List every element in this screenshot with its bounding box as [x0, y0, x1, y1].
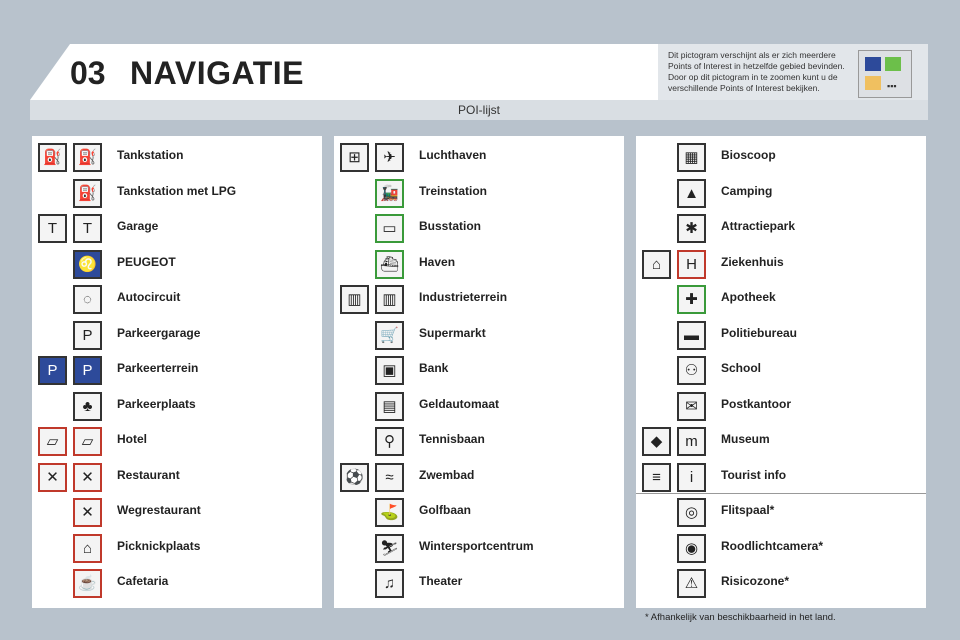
hospital-h-icon: H: [677, 250, 706, 279]
poi-list-item: [32, 140, 322, 176]
bus-icon: ▭: [375, 214, 404, 243]
section-subtitle: POI-lijst: [458, 103, 500, 117]
poi-label: Tennisbaan: [419, 432, 485, 446]
poi-label: Wintersportcentrum: [419, 538, 534, 553]
poi-list-item: [32, 495, 322, 531]
poi-list-item: [32, 247, 322, 283]
poi-list-item: [636, 531, 926, 567]
poi-list-item: [32, 424, 322, 460]
police-icon: ▬: [677, 321, 706, 350]
poi-label: Politiebureau: [721, 325, 798, 340]
skiing-icon: ⛷: [375, 534, 404, 563]
tent-icon: ▲: [677, 179, 706, 208]
poi-list-item: [636, 318, 926, 354]
info-rays-icon: ≡: [642, 463, 671, 492]
envelope-icon: ✉: [677, 392, 706, 421]
airplane-icon: ✈: [375, 143, 404, 172]
poi-label: Supermarkt: [419, 325, 486, 340]
shopping-cart-icon: 🛒: [375, 321, 404, 350]
film-reel-icon: ▦: [677, 143, 706, 172]
poi-list-item: [32, 531, 322, 567]
golf-icon: ⛳: [375, 498, 404, 527]
header-notch: [30, 44, 70, 100]
poi-list-item: [32, 176, 322, 212]
poi-list-item: [334, 389, 624, 425]
poi-label: Parkeergarage: [117, 325, 201, 340]
fuel-pump-icon: ⛽: [73, 143, 102, 172]
subtitle-bar: [30, 100, 928, 120]
poi-list-item: [334, 282, 624, 318]
poi-list-item: [32, 389, 322, 425]
parking-lot-icon: P: [38, 356, 67, 385]
poi-list-item: [334, 460, 624, 496]
bank-icon: ▣: [375, 356, 404, 385]
footnote: * Afhankelijk van beschikbaarheid in het land.: [645, 612, 836, 623]
poi-label: Wegrestaurant: [117, 503, 201, 517]
poi-label: Roodlichtcamera*: [721, 538, 824, 553]
hammer-icon: T: [73, 214, 102, 243]
hammer-icon: T: [38, 214, 67, 243]
poi-list-item: [32, 460, 322, 496]
bed-icon: ▱: [38, 427, 67, 456]
poi-label: Cafetaria: [117, 574, 169, 588]
atm-icon: ▤: [375, 392, 404, 421]
poi-list-item: [334, 424, 624, 460]
museum-m-icon: m: [677, 427, 706, 456]
poi-label: Parkeerterrein: [117, 361, 199, 375]
poi-label: Postkantoor: [721, 396, 792, 411]
poi-label: Parkeerplaats: [117, 396, 196, 411]
parking-garage-icon: P: [73, 321, 102, 350]
poi-label: Hotel: [117, 432, 147, 446]
poi-label: Bioscoop: [721, 148, 776, 162]
poi-list-item: [636, 247, 926, 283]
poi-list-item: [636, 495, 926, 531]
poi-list-item: [636, 140, 926, 176]
poi-list-item: [636, 282, 926, 318]
poi-label: Camping: [721, 183, 773, 198]
picnic-icon: ⌂: [73, 534, 102, 563]
poi-list-item: [334, 318, 624, 354]
poi-label: Flitspaal*: [721, 503, 775, 517]
roadside-restaurant-icon: ✕: [73, 498, 102, 527]
poi-label: Museum: [721, 432, 770, 446]
poi-label: Picknickplaats: [117, 538, 201, 553]
poi-list-item: [636, 353, 926, 389]
poi-list-item: [636, 176, 926, 212]
poi-label: Ziekenhuis: [721, 254, 784, 269]
poi-label: Garage: [117, 219, 159, 233]
tennis-icon: ⚲: [375, 427, 404, 456]
poi-list-item: [32, 282, 322, 318]
warning-triangle-icon: ⚠: [677, 569, 706, 598]
poi-list-item: [334, 247, 624, 283]
poi-list-item: [32, 211, 322, 247]
poi-list-item: [334, 211, 624, 247]
poi-list-item: [334, 353, 624, 389]
red-light-camera-icon: ◉: [677, 534, 706, 563]
chapter-number: 03: [70, 55, 106, 91]
info-text: Dit pictogram verschijnt als er zich meerdere Points of Interest in hetzelfde gebied bevinden. Door op dit pictogram in te zoomen kunt u de verschillende Points of Interest bekijken.: [668, 50, 845, 93]
poi-list-item: [32, 353, 322, 389]
lpg-pump-icon: ⛽: [73, 179, 102, 208]
amusement-park-icon: ✱: [677, 214, 706, 243]
sports-icon: ⚽: [340, 463, 369, 492]
poi-label: Tankstation met LPG: [117, 183, 237, 198]
parking-lot-icon: P: [73, 356, 102, 385]
section-divider: [636, 493, 926, 494]
museum-diamond-icon: ◆: [642, 427, 671, 456]
industry-icon: ▥: [340, 285, 369, 314]
fork-knife-icon: ✕: [73, 463, 102, 492]
poi-label: Apotheek: [721, 290, 776, 304]
page-title: NAVIGATIE: [130, 55, 304, 91]
info-i-icon: i: [677, 463, 706, 492]
poi-list-item: [636, 566, 926, 602]
poi-label: Treinstation: [419, 183, 488, 198]
poi-label: Geldautomaat: [419, 396, 500, 411]
poi-list-item: [334, 140, 624, 176]
peugeot-lion-icon: ♌: [73, 250, 102, 279]
industry-icon: ▥: [375, 285, 404, 314]
race-circuit-icon: ◌: [73, 285, 102, 314]
poi-list-item: [334, 531, 624, 567]
theater-icon: ♫: [375, 569, 404, 598]
fork-knife-icon: ✕: [38, 463, 67, 492]
poi-label: Attractiepark: [721, 219, 796, 233]
poi-label: Busstation: [419, 219, 482, 233]
ship-icon: ⛴: [375, 250, 404, 279]
swimming-icon: ≈: [375, 463, 404, 492]
poi-list-item: [636, 460, 926, 496]
poi-list-item: [334, 495, 624, 531]
poi-label: Bank: [419, 361, 449, 375]
poi-label: Zwembad: [419, 467, 475, 482]
coffee-cup-icon: ☕: [73, 569, 102, 598]
poi-label: Industrieterrein: [419, 290, 508, 304]
poi-list-item: [636, 424, 926, 460]
train-icon: 🚂: [375, 179, 404, 208]
poi-label: PEUGEOT: [117, 254, 176, 269]
rest-area-icon: ♣: [73, 392, 102, 421]
poi-label: Haven: [419, 254, 456, 269]
poi-label: Theater: [419, 574, 463, 588]
bed-icon: ▱: [73, 427, 102, 456]
airport-sign-icon: ⊞: [340, 143, 369, 172]
poi-label: Restaurant: [117, 467, 180, 482]
poi-list-item: [334, 176, 624, 212]
poi-list-item: [32, 318, 322, 354]
poi-list-item: [32, 566, 322, 602]
poi-column-2: [334, 136, 624, 608]
school-children-icon: ⚇: [677, 356, 706, 385]
speed-camera-icon: ◎: [677, 498, 706, 527]
poi-list-item: [636, 211, 926, 247]
pharmacy-cross-icon: ✚: [677, 285, 706, 314]
hospital-building-icon: ⌂: [642, 250, 671, 279]
poi-label: School: [721, 361, 762, 375]
poi-label: Luchthaven: [419, 148, 487, 162]
multiple-poi-icon: ▪▪▪: [858, 50, 912, 98]
fuel-pump-icon: ⛽: [38, 143, 67, 172]
poi-column-1: [32, 136, 322, 608]
poi-column-3: [636, 136, 926, 608]
poi-label: Golfbaan: [419, 503, 472, 517]
poi-label: Tourist info: [721, 467, 787, 482]
poi-list-item: [334, 566, 624, 602]
poi-label: Tankstation: [117, 148, 184, 162]
poi-label: Autocircuit: [117, 290, 181, 304]
poi-label: Risicozone*: [721, 574, 790, 588]
poi-list-item: [636, 389, 926, 425]
